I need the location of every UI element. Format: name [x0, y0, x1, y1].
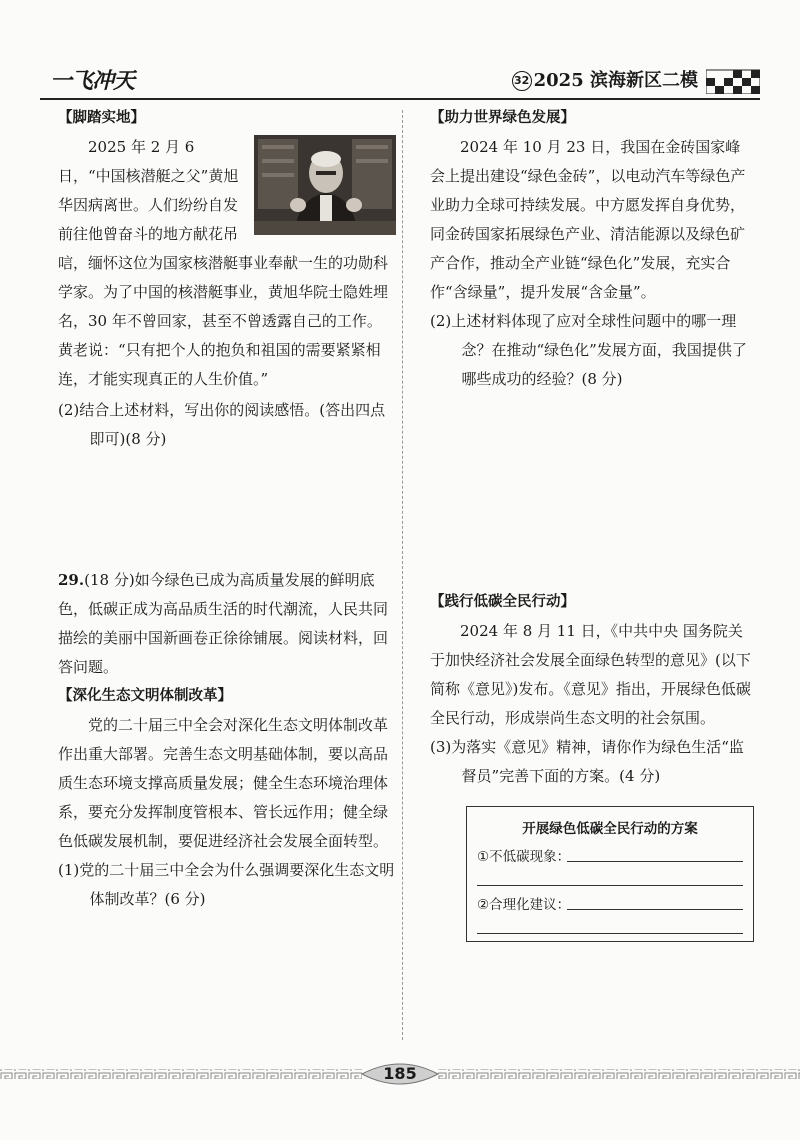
page-header [40, 58, 760, 98]
page-footer [0, 1052, 800, 1096]
checker-decoration-icon [706, 62, 760, 94]
scientist-photo [254, 135, 396, 235]
exam-title-text: 2025 滨海新区二模 [533, 70, 698, 91]
right-column-top [430, 104, 754, 394]
section-paragraph-green-world: 2024 年 10 月 23 日，我国在金砖国家峰会上提出建设“绿色金砖”，以电动汽车等绿色产业助力全球可持续发展。中方愿发挥自身优势，同金砖国家拓展绿色产业、清洁能源以及绿色矿产合作，推动全产业链“绿色化”发展，充实合作“含绿量”，提升发展“含金量”。 [430, 138, 746, 301]
question-3: (3)为落实《意见》精神，请你作为绿色生活“监督员”完善下面的方案。(4 分) [430, 738, 744, 785]
left-column-question-29 [58, 566, 396, 914]
section-paragraph-reform: 党的二十届三中全会对深化生态文明体制改革作出重大部署。完善生态文明基础体制，要以高品质生态环境支撑高质量发展；健全生态环境治理体系，要充分发挥制度管根本、管长远作用；健全绿色低碳发展机制，要促进经济社会发展全面转型。 [58, 716, 389, 850]
answer-line[interactable] [477, 885, 743, 886]
left-column-top [58, 104, 396, 454]
plan-item-2-label: ②合理化建议： [477, 897, 571, 913]
section-paragraph-low-carbon: 2024 年 8 月 11 日，《中共中央 国务院关于加快经济社会发展全面绿色转型的意见》(以下简称《意见》)发布。《意见》指出，开展绿色低碳全民行动，形成崇尚生态文明的社会氛围。 [430, 622, 751, 727]
header-rule [40, 98, 760, 100]
answer-line[interactable] [477, 933, 743, 934]
answer-line[interactable] [567, 909, 743, 910]
question-1: (1)党的二十届三中全会为什么强调要深化生态文明体制改革？(6 分) [58, 861, 395, 908]
section-tag-low-carbon: 【践行低碳全民行动】 [430, 594, 575, 610]
section-paragraph-footsteps: 2025 年 2 月 6 日，“中国核潜艇之父”黄旭华因病离世。人们纷纷自发前往他曾奋斗的地方献花吊唁，缅怀这位为国家核潜艇事业奉献一生的功勋科学家。为了中国的核潜艇事业，黄旭华院士隐姓埋名，30 年不曾回家，甚至不曾透露自己的工作。黄老说：“只有把个人的抱负和祖国的需要紧紧相连，才能实现真正的人生价值。” [58, 138, 389, 388]
section-tag-reform: 【深化生态文明体制改革】 [58, 688, 232, 704]
plan-item-1-label: ①不低碳现象： [477, 849, 571, 865]
brand-logo: 一飞冲天 [50, 69, 135, 94]
question-2-left: (2)结合上述材料，写出你的阅读感悟。(答出四点即可)(8 分) [58, 401, 386, 448]
plan-item-2 [477, 893, 743, 911]
plan-title: 开展绿色低碳全民行动的方案 [522, 821, 698, 837]
question-29-number: 29. [58, 571, 85, 589]
page-number: 185 [383, 1064, 417, 1083]
exam-title [512, 66, 698, 92]
plan-item-1 [477, 845, 743, 863]
right-column-low-carbon [430, 588, 754, 791]
section-tag-footsteps: 【脚踏实地】 [58, 110, 145, 126]
answer-line[interactable] [567, 861, 743, 862]
section-tag-green-world: 【助力世界绿色发展】 [430, 110, 575, 126]
question-2-right: (2)上述材料体现了应对全球性问题中的哪一理念？在推动“绿色化”发展方面，我国提供了哪些成功的经验？(8 分) [430, 312, 747, 388]
question-29-text: (18 分)如今绿色已成为高质量发展的鲜明底色，低碳正成为高品质生活的时代潮流，人民共同描绘的美丽中国新画卷正徐徐铺展。阅读材料，回答问题。 [58, 571, 389, 676]
column-divider [402, 110, 403, 1040]
exam-number-badge: 32 [512, 71, 532, 91]
question-29-intro [58, 566, 396, 682]
plan-box [466, 806, 754, 942]
